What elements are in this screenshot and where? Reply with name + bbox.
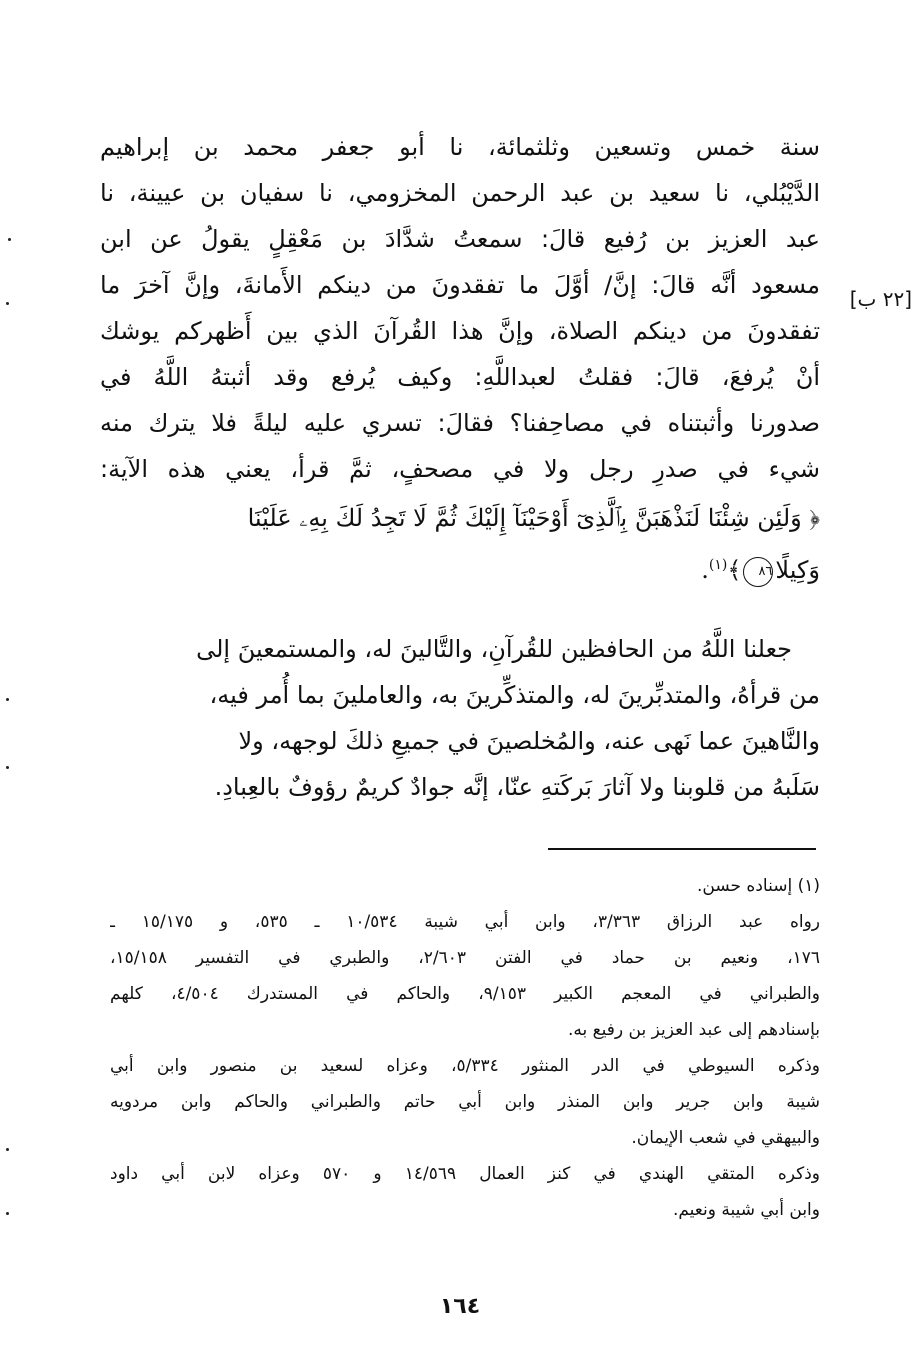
verse-close-bracket: ﴾ [727, 556, 742, 584]
footnote-line: شيبة وابن جرير وابن المنذر وابن أبي حاتم والطبراني والحاكم وابن مردويه [110, 1092, 820, 1112]
footnote-line: وذكره السيوطي في الدر المنثور ٥/٣٣٤، وعزاه لسعيد بن منصور وابن أبي [110, 1056, 820, 1076]
text-line: الدَّيْبُلي، نا سعيد بن عبد الرحمن المخزومي، نا سفيان بن عيينة، نا [100, 179, 820, 207]
footnote-line: بإسنادهم إلى عبد العزيز بن رفيع به. [567, 1020, 820, 1040]
footnote-separator [548, 848, 816, 850]
text-line: جعلنا اللَّهُ من الحافظين للقُرآنِ، والتَّالينَ له، والمستمعينَ إلى [196, 635, 792, 663]
footnote-reference: (١) [708, 557, 728, 573]
scan-speck [6, 1148, 9, 1151]
verse-text: وَكِيلًا [775, 556, 820, 584]
footnotes-block [110, 868, 820, 1228]
scan-speck [6, 698, 9, 701]
footnote-line: ١٧٦، ونعيم بن حماد في الفتن ٢/٦٠٣، والطبري في التفسير ١٥/١٥٨، [110, 948, 820, 968]
text-line: سنة خمس وتسعين وثلثمائة، نا أبو جعفر محمد بن إبراهيم [100, 133, 820, 161]
footnote-line: رواه عبد الرزاق ٣/٣٦٣، وابن أبي شيبة ١٠/٥٣٤ ـ ٥٣٥، و ١٥/١٧٥ ـ [110, 912, 820, 932]
main-text-block [100, 124, 820, 810]
verse-period: . [701, 556, 709, 584]
page-number: ١٦٤ [439, 1294, 481, 1319]
footnote-line: (١) إسناده حسن. [697, 876, 820, 896]
text-line: عبد العزيز بن رُفيع قالَ: سمعتُ شدَّادَ بن مَعْقِلٍ يقولُ عن ابن [100, 225, 820, 253]
scan-speck [6, 302, 9, 305]
footnote-line: والطبراني في المعجم الكبير ٩/١٥٣، والحاكم في المستدرك ٤/٥٠٤، كلهم [110, 984, 820, 1004]
footnote-line: والبيهقي في شعب الإيمان. [631, 1128, 820, 1148]
footnote-line: وذكره المتقي الهندي في كنز العمال ١٤/٥٦٩ و ٥٧٠ وعزاه لابن أبي داود [110, 1164, 820, 1184]
text-line: مسعود أنَّه قالَ: إنَّ/ أوَّلَ ما تفقدونَ من دينكم الأَمانةَ، وإنَّ آخرَ ما [100, 271, 820, 299]
text-line: أنْ يُرفعَ، قالَ: فقلتُ لعبداللَّهِ: وكيف يُرفع وقد أثبتهُ اللَّهُ في [100, 363, 820, 391]
quran-verse-line-end [100, 544, 820, 596]
paragraph-supplication [100, 626, 820, 810]
text-line: سَلَبهُ من قلوبنا ولا آثارَ بَركَتهِ عنّا، إنَّه جوادٌ كريمٌ رؤوفٌ بالعِبادِ. [214, 773, 820, 801]
paragraph-hadith [100, 124, 820, 596]
scan-speck [8, 238, 11, 241]
quran-verse-line: ﴿ وَلَئِن شِئْنَا لَنَذْهَبَنَّ بِٱلَّذِىٓ أَوْحَيْنَآ إِلَيْكَ ثُمَّ لَا تَجِدُ لَكَ بِهِۦ عَلَيْنَا [247, 504, 820, 532]
text-line: والنَّاهينَ عما نَهى عنه، والمُخلصينَ في جميعِ ذلكَ لوجهه، ولا [238, 727, 820, 755]
footnote-line: وابن أبي شيبة ونعيم. [672, 1200, 820, 1220]
scan-speck [6, 1212, 9, 1215]
text-line: من قرأهُ، والمتدبِّرينَ له، والمتذكِّرينَ به، والعاملينَ بما أُمر فيه، [209, 681, 820, 709]
manuscript-folio-marker: [٢٢ ب] [849, 287, 912, 311]
paragraph-gap [100, 596, 820, 626]
text-line: شيء في صدرِ رجل ولا في مصحفٍ، ثمَّ قرأ، يعني هذه الآية: [100, 455, 820, 483]
text-line: صدورنا وأثبتناه في مصاحِفنا؟ فقالَ: تسري عليه ليلةً فلا يترك منه [100, 409, 820, 437]
text-line: تفقدونَ من دينكم الصلاة، وإنَّ هذا القُرآنَ الذي بين أَظهركم يوشك [100, 317, 820, 345]
ayah-number-mark: ٨٦ [743, 557, 773, 587]
scan-speck [6, 766, 9, 769]
